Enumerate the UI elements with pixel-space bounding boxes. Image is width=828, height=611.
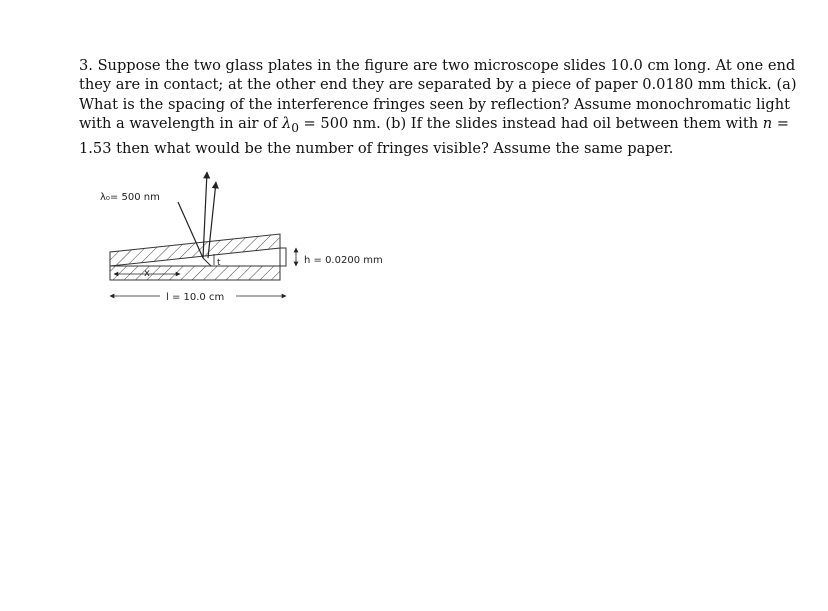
problem-text	[79, 56, 797, 158]
t-label: t	[217, 258, 221, 268]
x-label: x	[144, 268, 150, 279]
line4-part-b: = 500 nm. (b) If the slides instead had oil between them with	[298, 115, 763, 133]
lambda-subscript: 0	[291, 121, 299, 136]
problem-line-4	[79, 114, 790, 138]
line4-part-c: =	[772, 115, 790, 133]
length-label: l = 10.0 cm	[166, 292, 225, 303]
problem-line-1: 3. Suppose the two glass plates in the figure are two microscope slides 10.0 cm long. At one end	[79, 57, 796, 74]
problem-line-2: they are in contact; at the other end they are separated by a piece of paper 0.0180 mm thick. (a)	[79, 76, 797, 94]
n-symbol: n	[762, 115, 773, 133]
thickness-label: h = 0.0200 mm	[304, 255, 383, 266]
refracted-ray	[203, 258, 211, 266]
wavelength-label: λ₀= 500 nm	[100, 192, 160, 203]
problem-line-3: What is the spacing of the interference fringes seen by reflection? Assume monochromatic light	[79, 95, 791, 113]
line4-part-a: with a wavelength in air of	[79, 115, 282, 133]
paper-spacer	[280, 248, 286, 266]
problem-line-5: 1.53 then what would be the number of fringes visible? Assume the same paper.	[79, 139, 674, 157]
wedge-diagram	[100, 168, 430, 318]
lambda-symbol: λ	[281, 115, 292, 133]
bottom-plate	[110, 266, 280, 280]
